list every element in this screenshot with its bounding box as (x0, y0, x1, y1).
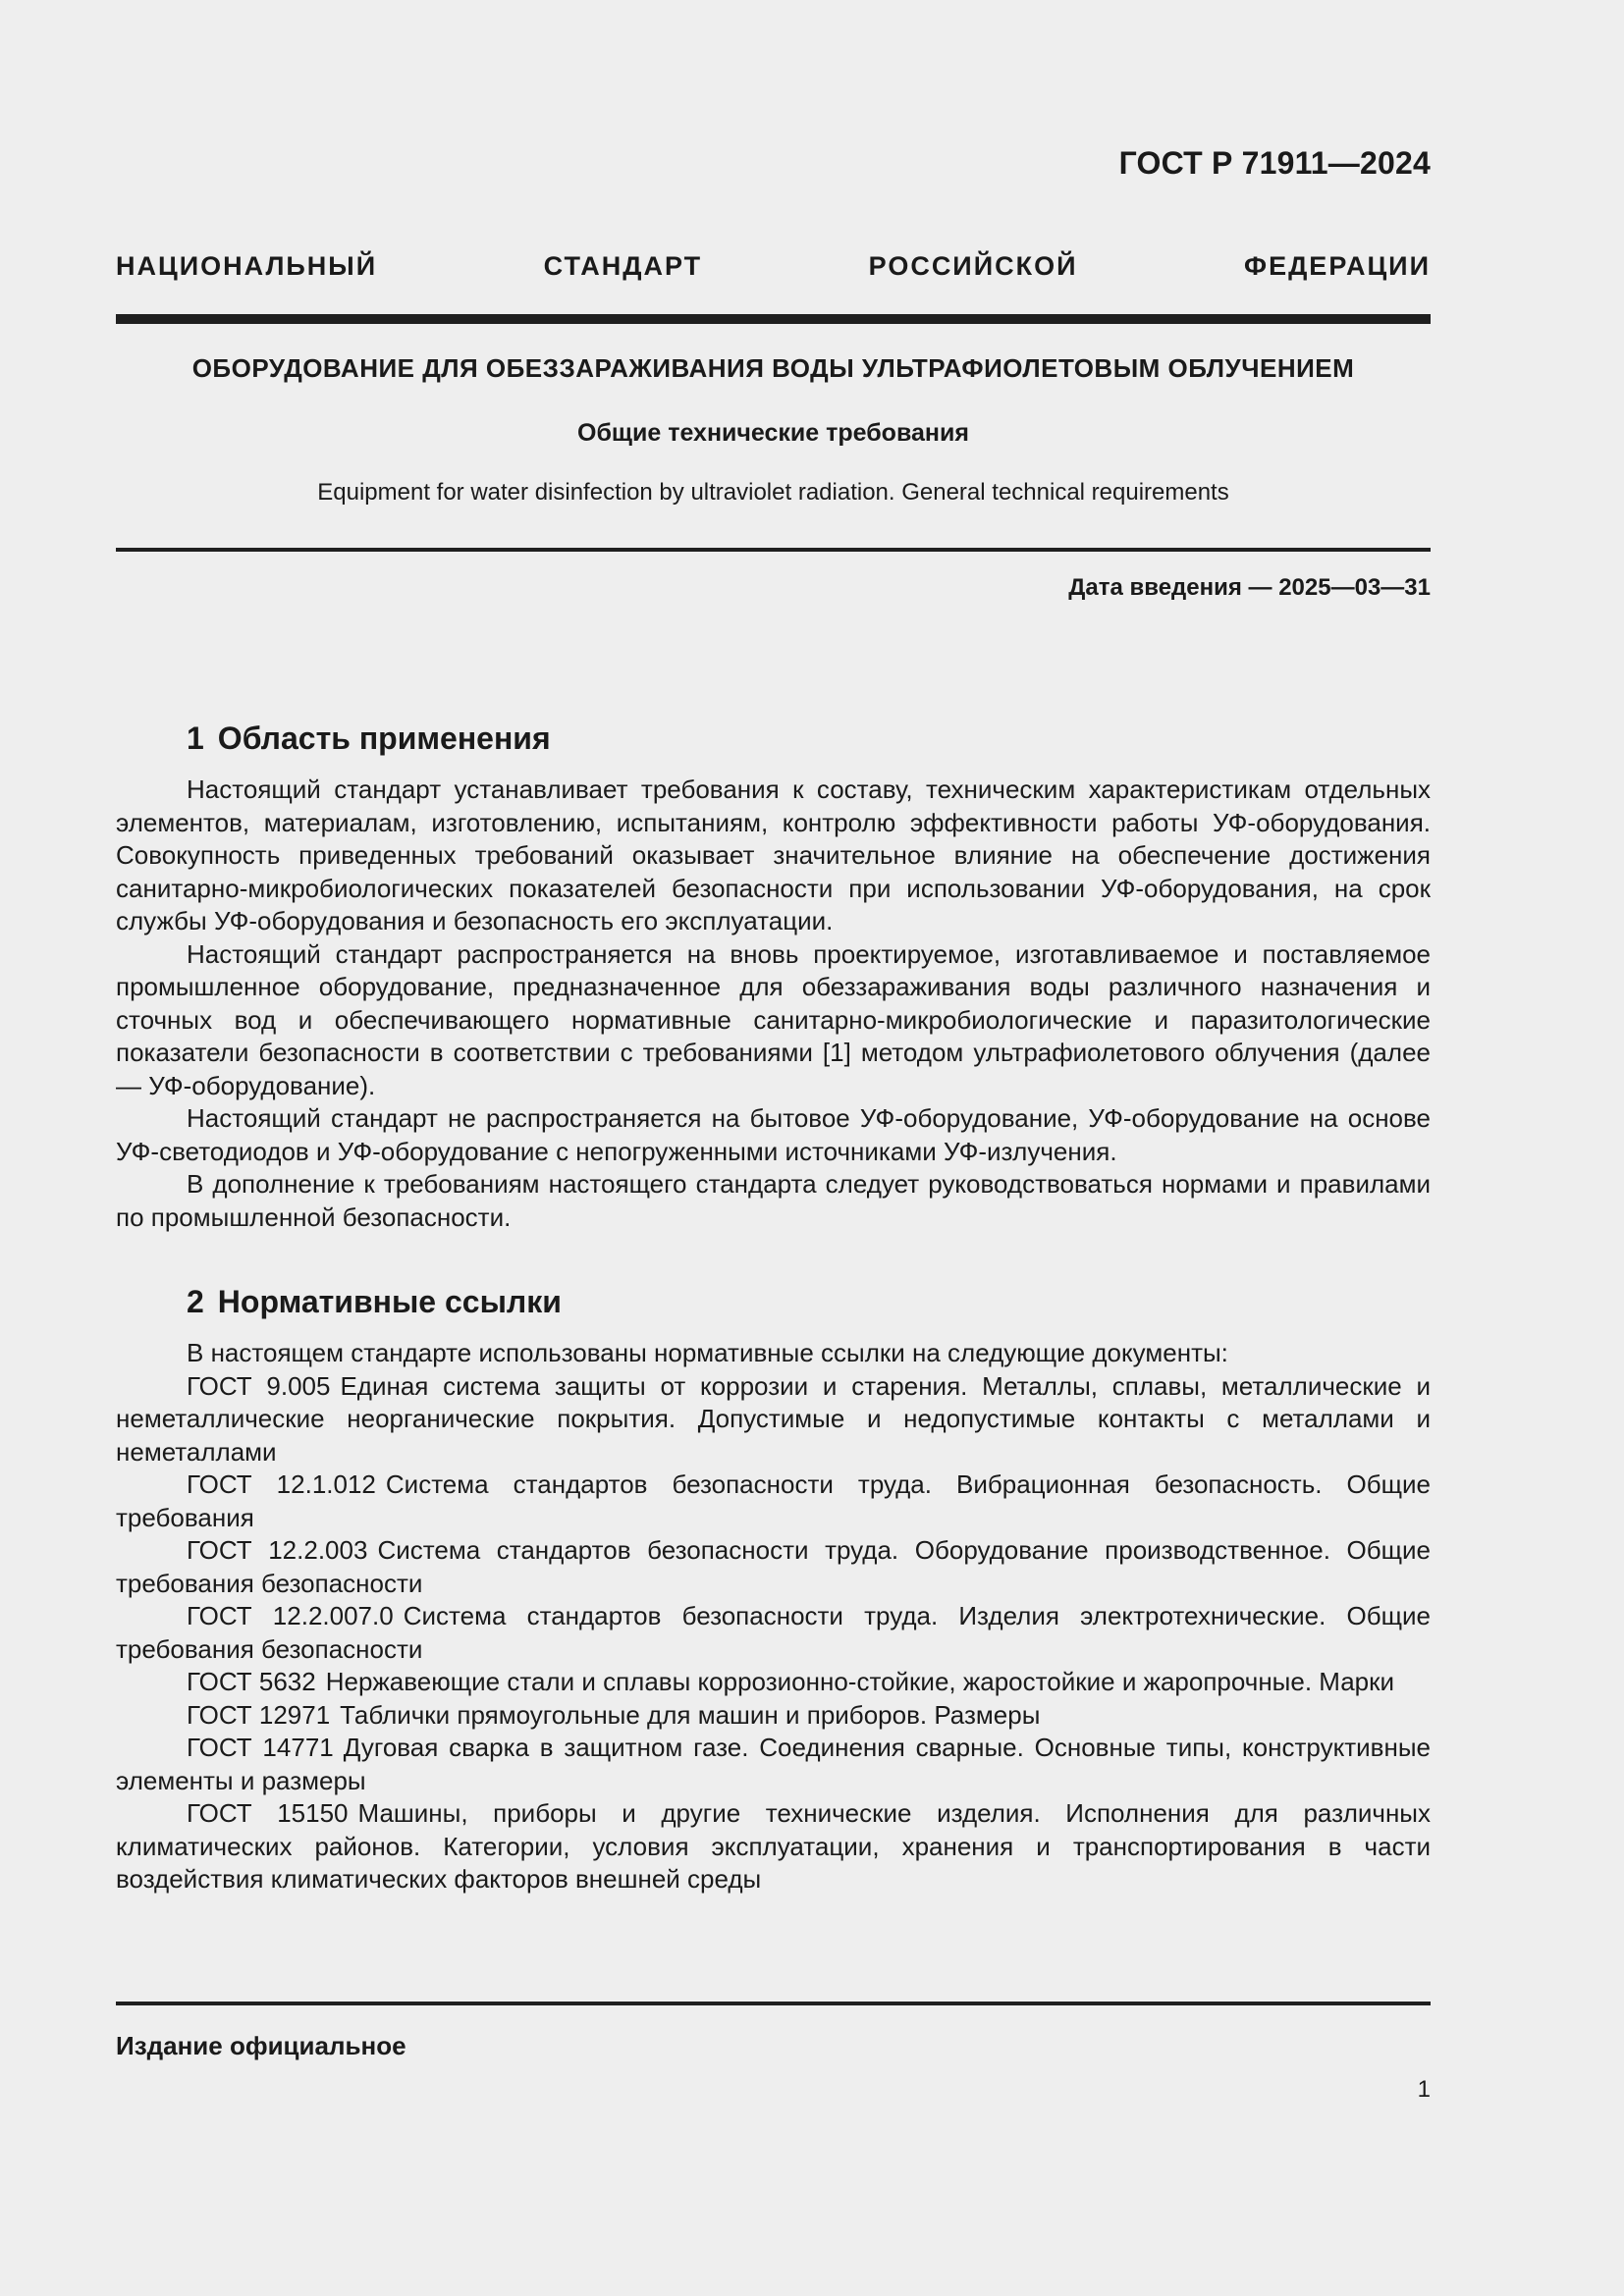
page-number: 1 (1417, 2076, 1431, 2103)
reference-code: ГОСТ 12.1.012 (187, 1469, 376, 1499)
reference-item (116, 1797, 1431, 1896)
official-edition-label: Издание официальное (116, 2031, 406, 2060)
reference-title: Дуговая сварка в защитном газе. Соединения сварные. Основные типы, конструктивные элементы и размеры (116, 1733, 1431, 1795)
document-body (116, 717, 1431, 1896)
reference-item (116, 1468, 1431, 1534)
reference-title: Единая система защиты от коррозии и старения. Металлы, сплавы, металлические и неметаллические неорганические покрытия. Допустимые и недопустимые контакты с металлами и неметаллами (116, 1370, 1431, 1467)
english-title: Equipment for water disinfection by ultraviolet radiation. General technical requirements (317, 479, 1229, 506)
reference-item (116, 1600, 1431, 1666)
introduction-date: Дата введения — 2025—03—31 (1068, 574, 1431, 601)
document-title: ОБОРУДОВАНИЕ ДЛЯ ОБЕЗЗАРАЖИВАНИЯ ВОДЫ УЛЬТРАФИОЛЕТОВЫМ ОБЛУЧЕНИЕМ (191, 353, 1355, 383)
reference-title: Машины, приборы и другие технические изделия. Исполнения для различных климатических районов. Категории, условия эксплуатации, хранения и транспортирования в части воздействия климатических факторов внешней среды (116, 1798, 1431, 1894)
section-heading-normative-references (116, 1280, 1431, 1323)
footer-divider (116, 2002, 1431, 2005)
reference-code: ГОСТ 12.2.003 (187, 1535, 368, 1565)
section-title: Нормативные ссылки (217, 1284, 562, 1319)
reference-item (116, 1666, 1431, 1699)
reference-title: Система стандартов безопасности труда. Оборудование производственное. Общие требования безопасности (116, 1535, 1431, 1598)
reference-code: ГОСТ 9.005 (187, 1370, 331, 1401)
reference-title: Таблички прямоугольные для машин и приборов. Размеры (340, 1699, 1041, 1730)
paragraph: Настоящий стандарт не распространяется на бытовое УФ-оборудование, УФ-оборудование на основе УФ-светодиодов и УФ-оборудование с непогруженными источниками УФ-излучения. (116, 1103, 1431, 1166)
document-number: ГОСТ Р 71911—2024 (1118, 145, 1431, 181)
section-number: 2 (187, 1284, 204, 1319)
reference-title: Система стандартов безопасности труда. Изделия электротехнические. Общие требования безопасности (116, 1601, 1431, 1664)
reference-item (116, 1370, 1431, 1469)
reference-code: ГОСТ 5632 (187, 1667, 316, 1696)
reference-title: Нержавеющие стали и сплавы коррозионно-стойкие, жаростойкие и жаропрочные. Марки (325, 1667, 1395, 1696)
reference-item (116, 1732, 1431, 1797)
national-standard-label: НАЦИОНАЛЬНЫЙ СТАНДАРТ РОССИЙСКОЙ ФЕДЕРАЦИИ (116, 251, 1431, 281)
reference-title: Система стандартов безопасности труда. Вибрационная безопасность. Общие требования (116, 1469, 1431, 1532)
paragraph: Настоящий стандарт устанавливает требования к составу, техническим характеристикам отдельных элементов, материалам, изготовлению, испытаниям, контролю эффективности работы УФ-оборудования. Совокупность приведенных требований оказывает значительное влияние на обеспечение достижения санитарно-микробиологических показателей безопасности при использовании УФ-оборудования, на срок службы УФ-оборудования и безопасность его эксплуатации. (116, 774, 1431, 935)
header-divider-thick (116, 314, 1431, 324)
title-divider (116, 548, 1431, 552)
section-heading-scope (116, 717, 1431, 760)
reference-item (116, 1534, 1431, 1600)
document-subtitle: Общие технические требования (577, 419, 969, 447)
references-intro: В настоящем стандарте использованы нормативные ссылки на следующие документы: (187, 1338, 1228, 1367)
reference-code: ГОСТ 12971 (187, 1699, 331, 1730)
reference-item (116, 1699, 1431, 1733)
paragraph: Настоящий стандарт распространяется на вновь проектируемое, изготавливаемое и поставляемое промышленное оборудование, предназначенное для обеззараживания воды различного назначения и сточных вод и обеспечивающего нормативные санитарно-микробиологические и паразитологические показатели безопасности в соответствии с требованиями [1] методом ультрафиолетового облучения (далее — УФ-оборудование). (116, 938, 1431, 1100)
section-title: Область применения (217, 721, 551, 756)
reference-code: ГОСТ 14771 (187, 1733, 334, 1762)
reference-code: ГОСТ 12.2.007.0 (187, 1601, 394, 1630)
paragraph: В дополнение к требованиям настоящего стандарта следует руководствоваться нормами и правилами по промышленной безопасности. (116, 1169, 1431, 1232)
section-number: 1 (187, 721, 204, 756)
reference-code: ГОСТ 15150 (187, 1798, 349, 1828)
